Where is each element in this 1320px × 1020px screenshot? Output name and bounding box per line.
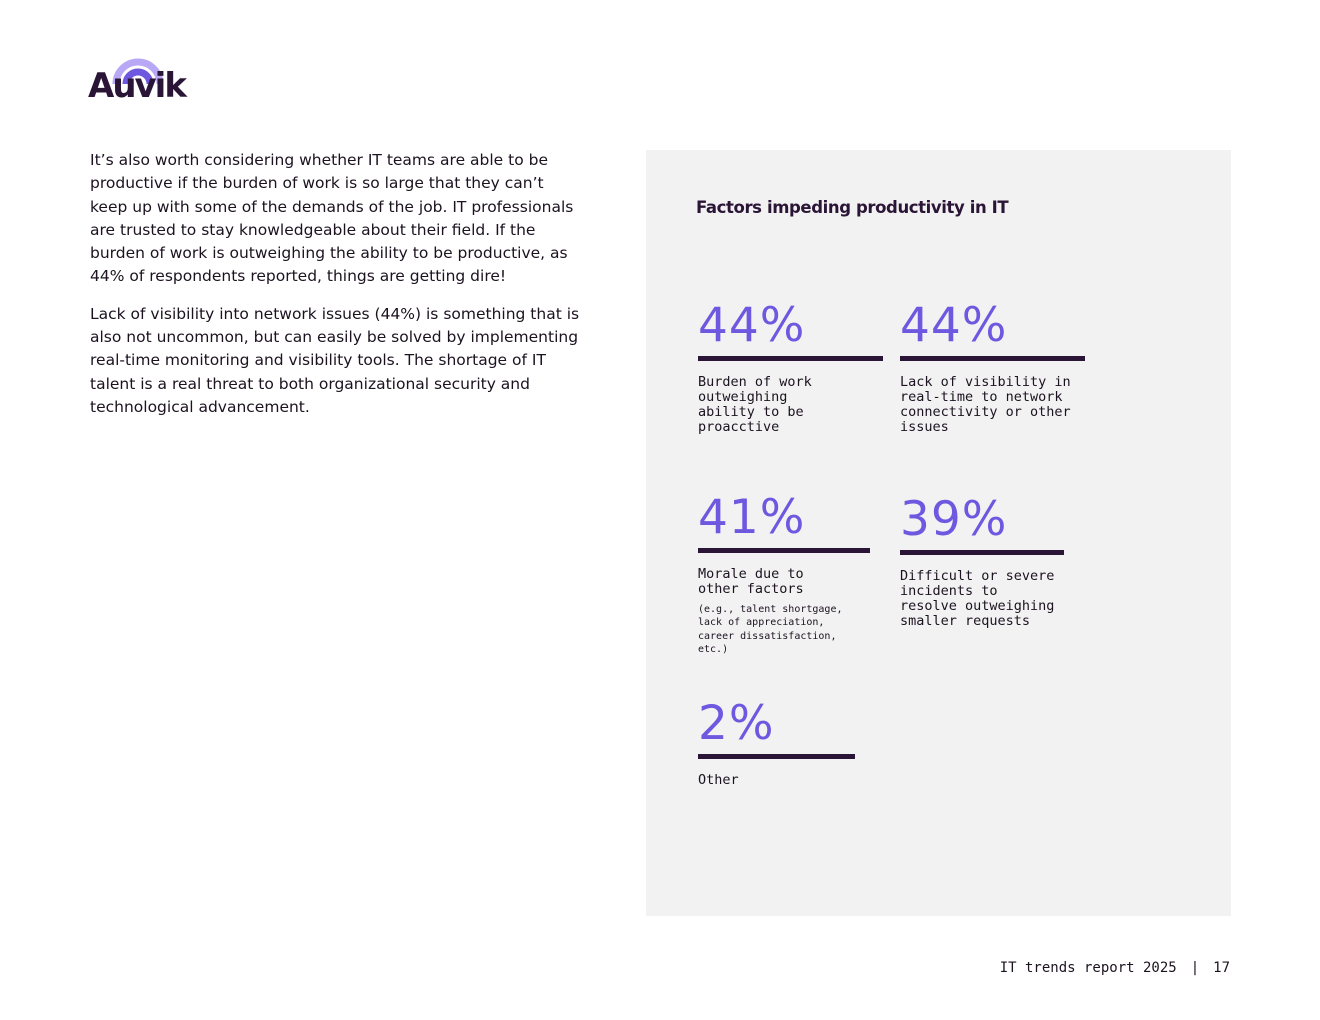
report-title: IT trends report 2025	[999, 960, 1177, 976]
paragraph: It’s also worth considering whether IT teams are able to be productive if the burden of work is so large that they can’t keep up with some of the demands of the job. IT professionals are trusted to stay knowledgeable about their field. If the burden of work is outweighing the ability to be productive, as 44% of respondents reported, things are getting dire!	[90, 151, 574, 286]
footer-separator: |	[1190, 960, 1200, 976]
stat-card	[698, 492, 898, 657]
logo-wordmark: Auvik	[88, 66, 185, 106]
stat-bar	[698, 548, 870, 553]
stats-panel	[646, 150, 1231, 916]
paragraph: Lack of visibility into network issues (44%) is something that is also not uncommon, but can easily be solved by implementing real-time monitoring and visibility tools. The shortage of IT talent is a real threat to both organizational security and technological advancement.	[90, 304, 580, 416]
stat-card	[900, 494, 1100, 629]
stat-label: Other	[698, 772, 739, 788]
auvik-logo	[88, 54, 184, 106]
stat-label: Burden of work outweighing ability to be proacctive	[698, 374, 812, 435]
stat-card	[698, 698, 898, 788]
stat-card	[900, 300, 1100, 435]
stat-label: Lack of visibility in real-time to network connectivity or other issues	[900, 374, 1071, 435]
page-footer	[1000, 960, 1230, 976]
stat-label: Morale due to other factors	[698, 566, 804, 597]
panel-title: Factors impeding productivity in IT	[696, 198, 1009, 217]
stat-value: 44%	[900, 298, 1008, 353]
stat-bar	[698, 356, 883, 361]
stat-value: 41%	[698, 490, 806, 545]
stat-value: 2%	[698, 696, 775, 751]
stat-bar	[900, 356, 1085, 361]
stat-value: 44%	[698, 298, 806, 353]
stat-card	[698, 300, 898, 435]
stat-note: (e.g., talent shortgage, lack of appreciation, career dissatisfaction, etc.)	[698, 604, 843, 656]
stat-value: 39%	[900, 492, 1008, 547]
stat-bar	[698, 754, 855, 759]
body-text	[90, 149, 582, 433]
page-number: 17	[1213, 960, 1230, 976]
stat-bar	[900, 550, 1064, 555]
stat-label: Difficult or severe incidents to resolve outweighing smaller requests	[900, 568, 1055, 629]
